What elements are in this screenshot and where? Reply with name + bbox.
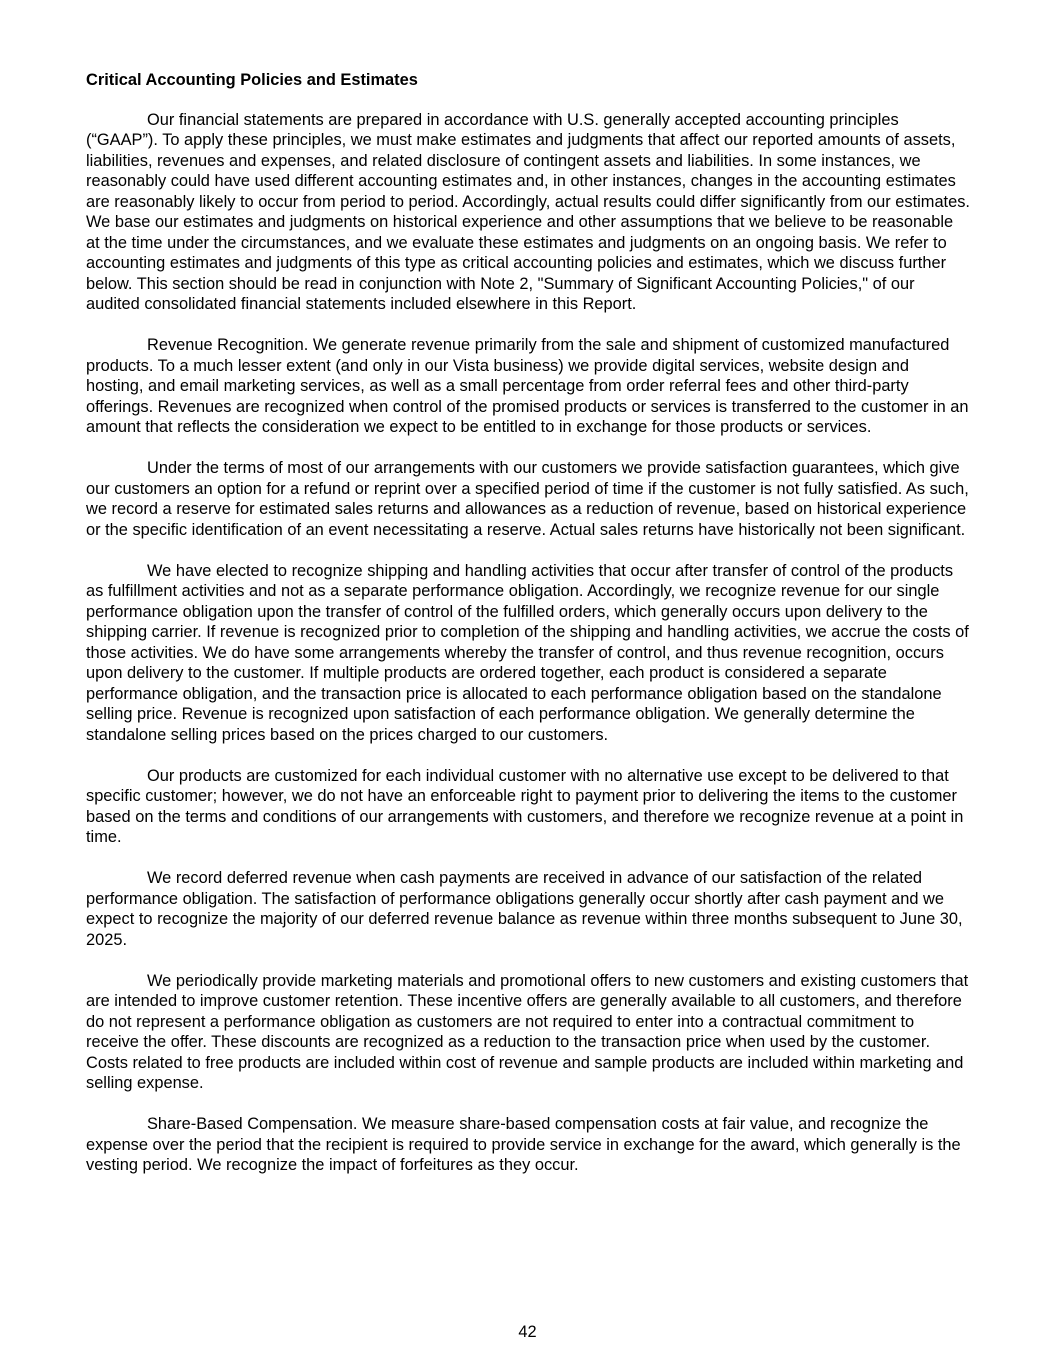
paragraph-deferred-revenue: We record deferred revenue when cash payments are received in advance of our satisfaction of the related performance obligation. The satisfaction of performance obligations generally occur shortly after cash payment and we expect to recognize the majority of our deferred revenue balance as revenue within three months subsequent to June 30, 2025. bbox=[86, 869, 963, 949]
page-number: 42 bbox=[518, 1323, 537, 1341]
paragraph-marketing-offers: We periodically provide marketing materials and promotional offers to new customers and existing customers that are intended to improve customer retention. These incentive offers are generally available to all customers, and therefore do not represent a performance obligation as customers are not required to enter into a contractual commitment to receive the offer. These discounts are recognized as a reduction to the transaction price when used by the customer. Costs related to free products are included within cost of revenue and sample products are included within marketing and selling expense. bbox=[86, 971, 969, 1092]
section-heading: Critical Accounting Policies and Estimates bbox=[86, 71, 418, 89]
paragraph-shipping-handling: We have elected to recognize shipping and handling activities that occur after transfer of control of the products as fulfillment activities and not as a separate performance obligation. Accordingly, we recognize revenue for our single performance obligation upon the transfer of control of the fulfilled orders, which generally occurs upon delivery to the shipping carrier. If revenue is recognized prior to completion of the shipping and handling activities, we accrue the costs of those activities. We do have some arrangements whereby the transfer of control, and thus revenue recognition, occurs upon delivery to the customer. If multiple products are ordered together, each product is considered a separate performance obligation, and the transaction price is allocated to each performance obligation based on the standalone selling price. Revenue is recognized upon satisfaction of each performance obligation. We generally determine the standalone selling prices based on the prices charged to our customers. bbox=[86, 561, 969, 744]
paragraph-revenue-recognition: Revenue Recognition. We generate revenue primarily from the sale and shipment of customized manufactured products. To a much lesser extent (and only in our Vista business) we provide digital services, website design and hosting, and email marketing services, as well as a small percentage from order referral fees and other third-party offerings. Revenues are recognized when control of the promised products or services is transferred to the customer in an amount that reflects the consideration we expect to be entitled to in exchange for those products or services. bbox=[86, 336, 969, 436]
paragraph-critical-accounting-intro: Our financial statements are prepared in accordance with U.S. generally accepted accounting principles (“GAAP”). To apply these principles, we must make estimates and judgments that affect our reported amounts of assets, liabilities, revenues and expenses, and related disclosure of contingent assets and liabilities. In some instances, we reasonably could have used different accounting estimates and, in other instances, changes in the accounting estimates are reasonably likely to occur from period to period. Accordingly, actual results could differ significantly from our estimates. We base our estimates and judgments on historical experience and other assumptions that we believe to be reasonable at the time under the circumstances, and we evaluate these estimates and judgments on an ongoing basis. We refer to accounting estimates and judgments of this type as critical accounting policies and estimates, which we discuss further below. This section should be read in conjunction with Note 2, "Summary of Significant Accounting Policies," of our audited consolidated financial statements included elsewhere in this Report. bbox=[86, 110, 970, 313]
paragraph-share-based-compensation: Share-Based Compensation. We measure share-based compensation costs at fair value, and recognize the expense over the period that the recipient is required to provide service in exchange for the award, which generally is the vesting period. We recognize the impact of forfeitures as they occur. bbox=[86, 1115, 961, 1174]
paragraph-satisfaction-guarantees: Under the terms of most of our arrangements with our customers we provide satisfaction guarantees, which give our customers an option for a refund or reprint over a specified period of time if the customer is not fully satisfied. As such, we record a reserve for estimated sales returns and allowances as a reduction of revenue, based on historical experience or the specific identification of an event necessitating a reserve. Actual sales returns have historically not been significant. bbox=[86, 459, 969, 539]
document-page bbox=[86, 70, 970, 1196]
paragraph-customized-products: Our products are customized for each individual customer with no alternative use except to be delivered to that specific customer; however, we do not have an enforceable right to payment prior to delivering the items to the customer based on the terms and conditions of our arrangements with customers, and therefore we recognize revenue at a point in time. bbox=[86, 766, 964, 846]
